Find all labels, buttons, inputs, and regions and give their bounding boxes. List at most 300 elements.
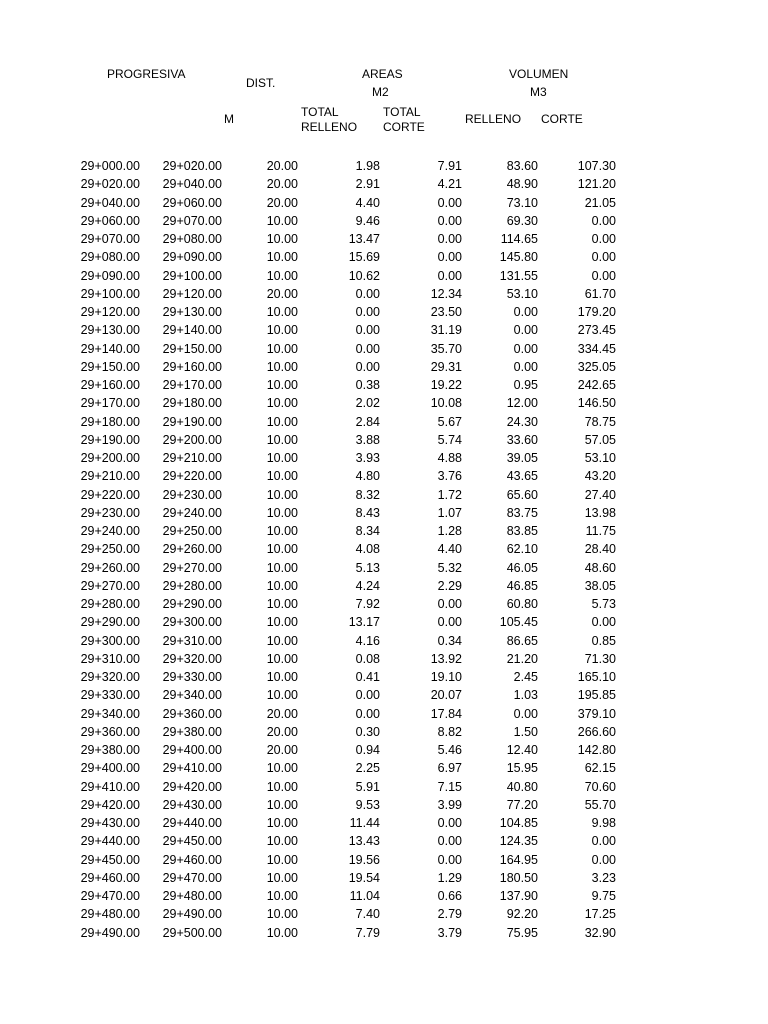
progresiva-to-cell: 29+160.00	[162, 359, 222, 374]
table-row	[0, 175, 768, 193]
area-corte-cell: 35.70	[430, 341, 462, 356]
progresiva-from-cell: 29+320.00	[80, 670, 140, 684]
progresiva-from-cell: 29+460.00	[80, 870, 140, 885]
area-relleno-cell: 0.00	[355, 305, 380, 319]
volumen-relleno-cell: 15.95	[506, 761, 538, 776]
dist-cell: 10.00	[266, 359, 298, 374]
progresiva-to-cell: 29+380.00	[162, 724, 222, 739]
volumen-relleno-cell: 0.00	[513, 323, 538, 338]
dist-cell: 10.00	[266, 578, 298, 593]
progresiva-to-cell: 29+470.00	[162, 870, 222, 885]
volumen-relleno-cell: 164.95	[499, 852, 538, 867]
progresiva-from-cell: 29+270.00	[80, 578, 140, 593]
progresiva-to-cell: 29+140.00	[162, 323, 222, 338]
dist-cell: 10.00	[266, 651, 298, 666]
table-row	[0, 577, 768, 595]
volumen-corte-cell: 0.00	[591, 615, 616, 630]
area-relleno-cell: 5.91	[355, 779, 380, 794]
dist-cell: 10.00	[266, 834, 298, 849]
area-relleno-cell: 7.79	[355, 925, 380, 940]
volumen-relleno-cell: 124.35	[499, 834, 538, 849]
progresiva-from-cell: 29+300.00	[80, 633, 140, 648]
progresiva-from-cell: 29+450.00	[80, 852, 140, 867]
progresiva-to-cell: 29+310.00	[162, 633, 222, 648]
area-relleno-cell: 0.00	[355, 706, 380, 721]
area-relleno-cell: 10.62	[348, 268, 380, 283]
area-corte-cell: 8.82	[437, 724, 462, 739]
volumen-relleno-cell: 24.30	[506, 414, 538, 429]
area-corte-cell: 0.00	[437, 232, 462, 246]
progresiva-from-cell: 29+340.00	[80, 706, 140, 721]
volumen-relleno-cell: 0.00	[513, 305, 538, 319]
area-corte-cell: 7.15	[437, 779, 462, 794]
volumen-relleno-cell: 46.05	[506, 560, 538, 575]
header-volumen-unit: M3	[530, 85, 547, 99]
progresiva-to-cell: 29+120.00	[162, 286, 222, 301]
volumen-corte-cell: 325.05	[577, 359, 616, 374]
table-row	[0, 613, 768, 631]
area-relleno-cell: 5.13	[355, 560, 380, 575]
area-corte-cell: 10.08	[430, 396, 462, 411]
volumen-corte-cell: 146.50	[577, 396, 616, 411]
progresiva-from-cell: 29+470.00	[80, 889, 140, 903]
area-corte-cell: 3.79	[437, 925, 462, 940]
progresiva-from-cell: 29+410.00	[80, 779, 140, 794]
area-relleno-cell: 4.40	[355, 195, 380, 210]
dist-cell: 20.00	[266, 743, 298, 757]
dist-cell: 20.00	[266, 177, 298, 192]
dist-cell: 10.00	[266, 524, 298, 538]
table-row	[0, 522, 768, 540]
table-row	[0, 504, 768, 522]
area-relleno-cell: 0.00	[355, 341, 380, 356]
area-corte-cell: 0.00	[437, 615, 462, 630]
progresiva-from-cell: 29+380.00	[80, 743, 140, 757]
table-row	[0, 796, 768, 814]
progresiva-to-cell: 29+420.00	[162, 779, 222, 794]
area-relleno-cell: 0.94	[355, 743, 380, 757]
area-corte-cell: 1.72	[437, 487, 462, 502]
progresiva-from-cell: 29+130.00	[80, 323, 140, 338]
volumen-corte-cell: 0.00	[591, 852, 616, 867]
progresiva-to-cell: 29+330.00	[162, 670, 222, 684]
area-corte-cell: 1.29	[437, 870, 462, 885]
area-corte-cell: 6.97	[437, 761, 462, 776]
dist-cell: 10.00	[266, 232, 298, 246]
progresiva-from-cell: 29+020.00	[80, 177, 140, 192]
volumen-corte-cell: 3.23	[591, 870, 616, 885]
dist-cell: 10.00	[266, 250, 298, 265]
progresiva-from-cell: 29+060.00	[80, 213, 140, 228]
area-relleno-cell: 3.88	[355, 432, 380, 447]
progresiva-from-cell: 29+040.00	[80, 195, 140, 210]
progresiva-from-cell: 29+400.00	[80, 761, 140, 776]
dist-cell: 20.00	[266, 286, 298, 301]
progresiva-from-cell: 29+260.00	[80, 560, 140, 575]
progresiva-to-cell: 29+280.00	[162, 578, 222, 593]
progresiva-to-cell: 29+130.00	[162, 305, 222, 319]
table-row	[0, 194, 768, 212]
dist-cell: 10.00	[266, 925, 298, 940]
progresiva-from-cell: 29+100.00	[80, 286, 140, 301]
area-relleno-cell: 7.92	[355, 597, 380, 611]
area-relleno-cell: 2.25	[355, 761, 380, 776]
volumen-corte-cell: 379.10	[577, 706, 616, 721]
progresiva-to-cell: 29+410.00	[162, 761, 222, 776]
progresiva-to-cell: 29+220.00	[162, 469, 222, 484]
progresiva-from-cell: 29+120.00	[80, 305, 140, 319]
dist-cell: 10.00	[266, 889, 298, 903]
table-row	[0, 650, 768, 668]
progresiva-from-cell: 29+210.00	[80, 469, 140, 484]
table-row	[0, 413, 768, 431]
volumen-corte-cell: 142.80	[577, 743, 616, 757]
volumen-relleno-cell: 114.65	[500, 232, 538, 246]
area-relleno-cell: 0.00	[355, 323, 380, 338]
table-row	[0, 486, 768, 504]
table-row	[0, 285, 768, 303]
progresiva-to-cell: 29+430.00	[162, 797, 222, 812]
area-relleno-cell: 3.93	[355, 451, 380, 465]
volumen-relleno-cell: 39.05	[506, 451, 538, 465]
table-row	[0, 340, 768, 358]
header-volumen: VOLUMEN	[509, 67, 569, 81]
progresiva-from-cell: 29+430.00	[80, 816, 140, 830]
area-corte-cell: 3.76	[437, 469, 462, 484]
area-corte-cell: 2.29	[437, 578, 462, 593]
volumen-corte-cell: 0.00	[591, 250, 616, 265]
area-corte-cell: 0.00	[437, 213, 462, 228]
header-m: M	[224, 112, 234, 126]
area-corte-cell: 29.31	[430, 359, 462, 374]
volumen-corte-cell: 11.75	[585, 524, 616, 538]
progresiva-to-cell: 29+200.00	[162, 432, 222, 447]
progresiva-from-cell: 29+230.00	[80, 505, 140, 520]
volumen-relleno-cell: 92.20	[506, 907, 538, 922]
progresiva-to-cell: 29+290.00	[162, 597, 222, 611]
volumen-relleno-cell: 1.50	[513, 724, 538, 739]
progresiva-to-cell: 29+480.00	[162, 889, 222, 903]
header-total-relleno-line2: RELLENO	[301, 120, 358, 134]
progresiva-to-cell: 29+450.00	[162, 834, 222, 849]
progresiva-from-cell: 29+180.00	[80, 414, 140, 429]
volumen-relleno-cell: 83.85	[506, 524, 538, 538]
progresiva-to-cell: 29+020.00	[162, 159, 222, 173]
area-corte-cell: 7.91	[437, 159, 462, 173]
dist-cell: 20.00	[266, 195, 298, 210]
area-relleno-cell: 8.43	[355, 505, 380, 520]
table-row	[0, 230, 768, 248]
volumen-corte-cell: 13.98	[584, 505, 616, 520]
dist-cell: 10.00	[266, 451, 298, 465]
volumen-corte-cell: 32.90	[584, 925, 616, 940]
volumen-corte-cell: 0.00	[591, 834, 616, 849]
area-relleno-cell: 4.16	[355, 633, 380, 648]
area-corte-cell: 5.32	[437, 560, 462, 575]
volumen-relleno-cell: 0.00	[513, 359, 538, 374]
volumen-relleno-cell: 75.95	[506, 925, 538, 940]
volumen-corte-cell: 21.05	[584, 195, 616, 210]
dist-cell: 10.00	[266, 761, 298, 776]
table-row	[0, 449, 768, 467]
dist-cell: 10.00	[266, 870, 298, 885]
table-row	[0, 157, 768, 175]
area-corte-cell: 4.88	[437, 451, 462, 465]
volumen-corte-cell: 0.00	[591, 268, 616, 283]
area-relleno-cell: 7.40	[355, 907, 380, 922]
area-corte-cell: 0.00	[437, 195, 462, 210]
volumen-corte-cell: 71.30	[584, 651, 616, 666]
volumen-corte-cell: 57.05	[584, 432, 616, 447]
volumen-relleno-cell: 105.45	[499, 615, 538, 630]
volumen-relleno-cell: 73.10	[506, 195, 538, 210]
area-corte-cell: 5.46	[437, 743, 462, 757]
progresiva-to-cell: 29+090.00	[162, 250, 222, 265]
progresiva-to-cell: 29+070.00	[162, 213, 222, 228]
table-row	[0, 705, 768, 723]
volumen-corte-cell: 334.45	[577, 341, 616, 356]
area-relleno-cell: 2.91	[355, 177, 380, 192]
dist-cell: 10.00	[266, 305, 298, 319]
volumen-corte-cell: 242.65	[577, 378, 616, 392]
progresiva-from-cell: 29+150.00	[80, 359, 140, 374]
area-relleno-cell: 0.30	[355, 724, 380, 739]
progresiva-to-cell: 29+300.00	[162, 615, 222, 630]
volumen-corte-cell: 0.00	[591, 213, 616, 228]
progresiva-to-cell: 29+440.00	[162, 816, 222, 830]
area-relleno-cell: 0.00	[355, 688, 380, 703]
volumen-corte-cell: 195.85	[577, 688, 616, 703]
volumen-corte-cell: 165.10	[577, 670, 616, 684]
area-relleno-cell: 19.56	[348, 852, 380, 867]
progresiva-to-cell: 29+040.00	[162, 177, 222, 192]
area-relleno-cell: 9.46	[355, 213, 380, 228]
progresiva-to-cell: 29+490.00	[162, 907, 222, 922]
volumen-corte-cell: 0.00	[591, 232, 616, 246]
volumen-corte-cell: 5.73	[591, 597, 616, 611]
volumen-relleno-cell: 40.80	[506, 779, 538, 794]
volumen-relleno-cell: 46.85	[506, 578, 538, 593]
volumen-corte-cell: 38.05	[584, 578, 616, 593]
progresiva-from-cell: 29+250.00	[80, 542, 140, 557]
volumen-relleno-cell: 0.00	[513, 341, 538, 356]
volumen-relleno-cell: 180.50	[499, 870, 538, 885]
area-relleno-cell: 1.98	[355, 159, 380, 173]
area-corte-cell: 3.99	[437, 797, 462, 812]
area-corte-cell: 4.21	[437, 177, 462, 192]
area-corte-cell: 0.00	[437, 816, 462, 830]
dist-cell: 10.00	[266, 852, 298, 867]
table-row	[0, 851, 768, 869]
progresiva-to-cell: 29+210.00	[162, 451, 222, 465]
progresiva-from-cell: 29+090.00	[80, 268, 140, 283]
area-corte-cell: 20.07	[430, 688, 462, 703]
table-row	[0, 887, 768, 905]
area-relleno-cell: 4.08	[355, 542, 380, 557]
volumen-corte-cell: 27.40	[584, 487, 616, 502]
dist-cell: 10.00	[266, 213, 298, 228]
progresiva-from-cell: 29+160.00	[80, 378, 140, 392]
area-corte-cell: 23.50	[430, 305, 462, 319]
dist-cell: 10.00	[266, 615, 298, 630]
progresiva-to-cell: 29+250.00	[162, 524, 222, 538]
progresiva-to-cell: 29+190.00	[162, 414, 222, 429]
dist-cell: 10.00	[266, 542, 298, 557]
progresiva-from-cell: 29+170.00	[80, 396, 140, 411]
area-corte-cell: 0.00	[437, 250, 462, 265]
area-corte-cell: 5.74	[437, 432, 462, 447]
area-corte-cell: 0.34	[437, 633, 462, 648]
progresiva-from-cell: 29+440.00	[80, 834, 140, 849]
dist-cell: 10.00	[266, 688, 298, 703]
table-row	[0, 431, 768, 449]
header-areas: AREAS	[362, 67, 403, 81]
volumen-relleno-cell: 48.90	[506, 177, 538, 192]
area-relleno-cell: 4.80	[355, 469, 380, 484]
progresiva-to-cell: 29+230.00	[162, 487, 222, 502]
progresiva-from-cell: 29+220.00	[80, 487, 140, 502]
header-progresiva: PROGRESIVA	[107, 67, 186, 81]
header-corte: CORTE	[541, 112, 583, 126]
area-corte-cell: 0.00	[437, 834, 462, 849]
progresiva-to-cell: 29+170.00	[162, 378, 222, 392]
table-row	[0, 394, 768, 412]
progresiva-to-cell: 29+320.00	[162, 651, 222, 666]
volumen-relleno-cell: 77.20	[506, 797, 538, 812]
area-corte-cell: 13.92	[430, 651, 462, 666]
volumen-relleno-cell: 62.10	[506, 542, 538, 557]
volumen-corte-cell: 17.25	[584, 907, 616, 922]
table-row	[0, 778, 768, 796]
table-row	[0, 759, 768, 777]
dist-cell: 10.00	[266, 396, 298, 411]
table-row	[0, 905, 768, 923]
volumen-corte-cell: 28.40	[584, 542, 616, 557]
volumen-relleno-cell: 12.00	[506, 396, 538, 411]
volumen-relleno-cell: 145.80	[499, 250, 538, 265]
progresiva-from-cell: 29+070.00	[80, 232, 140, 246]
dist-cell: 10.00	[266, 670, 298, 684]
table-row	[0, 559, 768, 577]
volumen-relleno-cell: 33.60	[506, 432, 538, 447]
progresiva-from-cell: 29+310.00	[80, 651, 140, 666]
dist-cell: 10.00	[266, 378, 298, 392]
area-corte-cell: 31.19	[430, 323, 462, 338]
table-row	[0, 686, 768, 704]
progresiva-from-cell: 29+190.00	[80, 432, 140, 447]
dist-cell: 10.00	[266, 323, 298, 338]
table-row	[0, 267, 768, 285]
data-table-body	[0, 157, 768, 942]
progresiva-from-cell: 29+000.00	[80, 159, 140, 173]
area-relleno-cell: 4.24	[355, 578, 380, 593]
area-relleno-cell: 13.43	[348, 834, 380, 849]
volumen-corte-cell: 9.98	[591, 816, 616, 830]
volumen-corte-cell: 78.75	[584, 414, 616, 429]
table-row	[0, 595, 768, 613]
dist-cell: 10.00	[266, 268, 298, 283]
dist-cell: 10.00	[266, 597, 298, 611]
progresiva-to-cell: 29+260.00	[162, 542, 222, 557]
area-relleno-cell: 11.44	[349, 816, 380, 830]
area-relleno-cell: 2.84	[355, 414, 380, 429]
area-corte-cell: 19.10	[430, 670, 462, 684]
volumen-relleno-cell: 86.65	[506, 633, 538, 648]
header-dist: DIST.	[246, 76, 276, 90]
volumen-corte-cell: 179.20	[577, 305, 616, 319]
area-corte-cell: 1.07	[437, 505, 462, 520]
area-relleno-cell: 0.38	[355, 378, 380, 392]
progresiva-to-cell: 29+400.00	[162, 743, 222, 757]
volumen-relleno-cell: 12.40	[506, 743, 538, 757]
area-relleno-cell: 8.34	[355, 524, 380, 538]
header-relleno: RELLENO	[465, 112, 522, 126]
area-corte-cell: 17.84	[430, 706, 462, 721]
table-row	[0, 467, 768, 485]
table-row	[0, 303, 768, 321]
progresiva-from-cell: 29+420.00	[80, 797, 140, 812]
dist-cell: 10.00	[266, 907, 298, 922]
area-relleno-cell: 0.00	[355, 286, 380, 301]
header-total-corte-line2: CORTE	[383, 120, 425, 134]
progresiva-to-cell: 29+460.00	[162, 852, 222, 867]
table-row	[0, 248, 768, 266]
area-relleno-cell: 11.04	[349, 889, 380, 903]
volumen-relleno-cell: 65.60	[506, 487, 538, 502]
dist-cell: 20.00	[266, 706, 298, 721]
dist-cell: 10.00	[266, 816, 298, 830]
table-row	[0, 632, 768, 650]
table-row	[0, 668, 768, 686]
progresiva-to-cell: 29+240.00	[162, 505, 222, 520]
volumen-corte-cell: 43.20	[584, 469, 616, 484]
progresiva-from-cell: 29+330.00	[80, 688, 140, 703]
volumen-corte-cell: 266.60	[577, 724, 616, 739]
header-areas-unit: M2	[372, 85, 389, 99]
area-relleno-cell: 13.47	[348, 232, 380, 246]
progresiva-to-cell: 29+360.00	[162, 706, 222, 721]
progresiva-from-cell: 29+290.00	[80, 615, 140, 630]
table-row	[0, 869, 768, 887]
table-row	[0, 741, 768, 759]
volumen-corte-cell: 9.75	[591, 889, 616, 903]
volumen-relleno-cell: 104.85	[499, 816, 538, 830]
dist-cell: 10.00	[266, 432, 298, 447]
volumen-corte-cell: 53.10	[584, 451, 616, 465]
progresiva-to-cell: 29+180.00	[162, 396, 222, 411]
dist-cell: 10.00	[266, 560, 298, 575]
area-corte-cell: 0.00	[437, 852, 462, 867]
area-corte-cell: 4.40	[437, 542, 462, 557]
dist-cell: 20.00	[266, 724, 298, 739]
area-relleno-cell: 0.08	[355, 651, 380, 666]
volumen-corte-cell: 107.30	[577, 159, 616, 173]
volumen-relleno-cell: 137.90	[499, 889, 538, 903]
progresiva-from-cell: 29+360.00	[80, 724, 140, 739]
area-corte-cell: 12.34	[430, 286, 462, 301]
table-row	[0, 321, 768, 339]
area-corte-cell: 0.00	[437, 597, 462, 611]
dist-cell: 10.00	[266, 341, 298, 356]
progresiva-to-cell: 29+060.00	[162, 195, 222, 210]
volumen-relleno-cell: 43.65	[506, 469, 538, 484]
progresiva-from-cell: 29+240.00	[80, 524, 140, 538]
volumen-relleno-cell: 2.45	[513, 670, 538, 684]
area-corte-cell: 0.66	[437, 889, 462, 903]
area-relleno-cell: 19.54	[348, 870, 380, 885]
progresiva-to-cell: 29+500.00	[162, 925, 222, 940]
area-relleno-cell: 0.00	[355, 359, 380, 374]
